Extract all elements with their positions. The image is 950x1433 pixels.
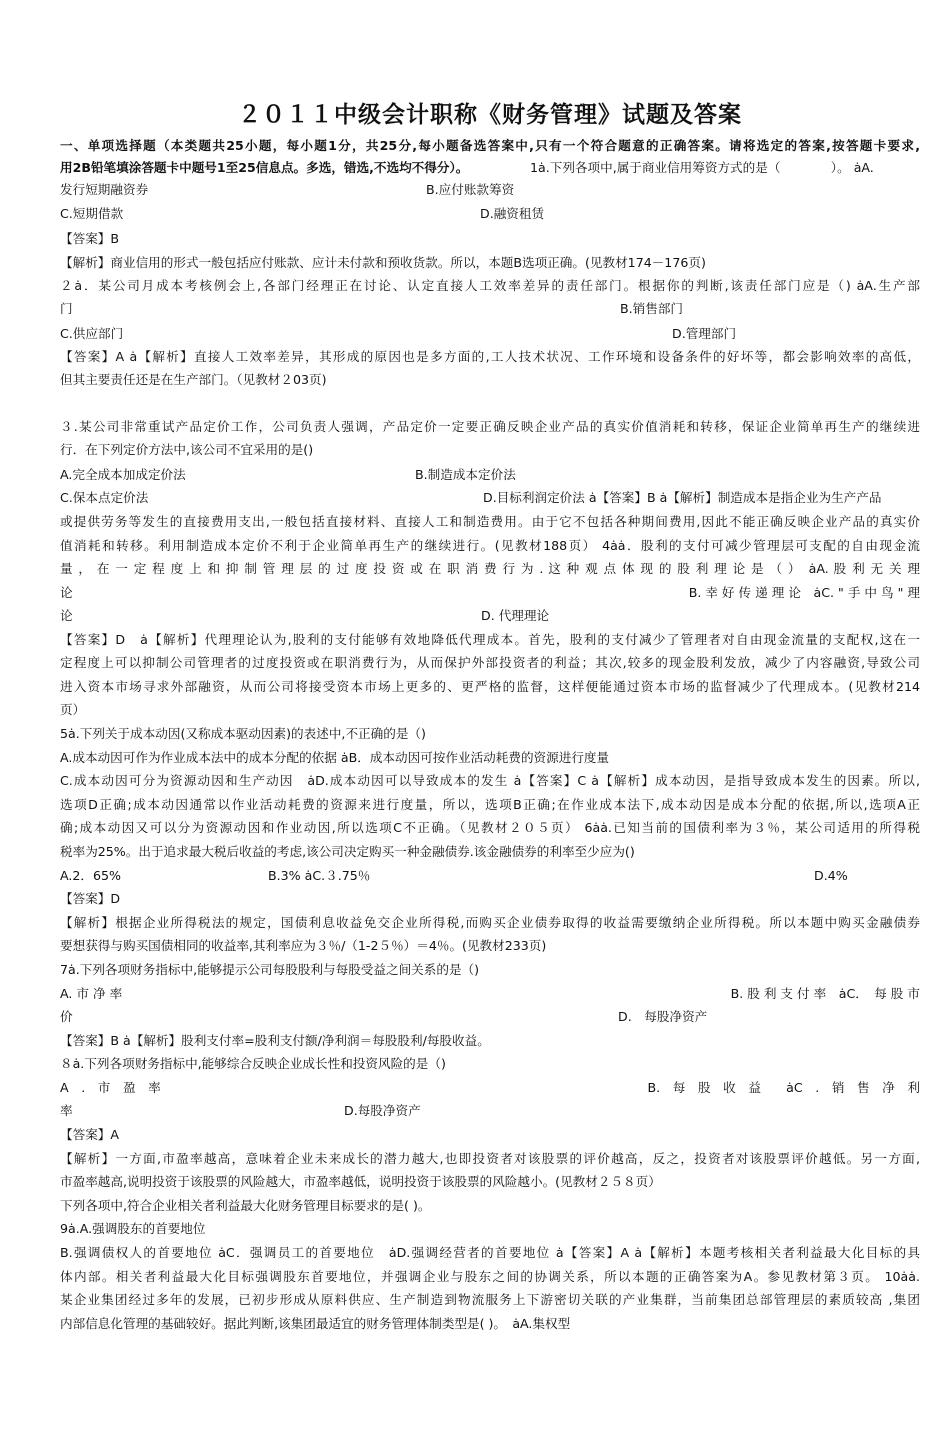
option-b-c: B. 幸 好 传 递 理 论 ȧC. " 手 中 鸟 " 理 (688, 585, 920, 600)
option-b: B.制造成本定价法 (415, 467, 516, 482)
question-9: 下列各项中,符合企业相关者利益最大化财务管理目标要求的是( )。 (60, 1198, 431, 1213)
explanation-end: 页） (60, 702, 86, 717)
question-4-cont: 量 ， 在 一 定 程 度 上 和 抑 制 管 理 层 的 过 度 投 资 或 在 职 消 费 行 为 . 这 种 观 点 体 现 的 股 利 理 论 是 （ ） ȧA. 股 利 无 关 理 (60, 561, 920, 576)
explanation-question-6: 确;成本动因又可以分为资源动因和作业动因,所以选项C不正确。（见教材２０５页） 6ȧȧ.已知当前的国债利率为３％，某公司适用的所得税 (60, 820, 920, 835)
question-6-cont: 税率为25%。出于追求最大税后收益的考虑,该公司决定购买一种金融债券.该金融债券的利率至少应为() (60, 844, 635, 859)
question-10: 某企业集团经过多年的发展，已初步形成从原料供应、生产制造到物流服务上下游密切关联的产业集群，当前集团总部管理层的素质较高 ,集团 (60, 1292, 920, 1307)
option-c-wrap: 论 (60, 608, 73, 623)
option-c-wrap: 率 (60, 1103, 73, 1118)
explanation-cont: 定程度上可以抑制公司管理者的过度投资或在职消费行为，从而保护外部投资者的利益；其次,较多的现金股利发放，减少了内容融资,导致公司 (60, 655, 920, 670)
option-a: A.2．65% (60, 868, 121, 883)
explanation-cont: 要想获得与购买国债相同的收益率,其利率应为３％/（1-2５％）＝4％。(见教材233页) (60, 938, 547, 953)
explanation-cont: 但其主要责任还是在生产部门。（见教材２03页) (60, 372, 327, 387)
option-b: B.应付账款筹资 (426, 182, 515, 197)
question-10-cont: 内部信息化管理的基础较好。据此判断,该集团最适宜的财务管理体制类型是( )。 ȧA.集权型 (60, 1316, 571, 1331)
option-a: A. 市 净 率 (60, 986, 123, 1001)
answer: 【答案】D (60, 891, 121, 906)
question-7: 7ȧ.下列各项财务指标中,能够提示公司每股股利与每股受益之间关系的是（) (60, 962, 480, 977)
explanation: 或提供劳务等发生的直接费用支出,一般包括直接材料、直接人工和制造费用。由于它不包括各种期间费用,因此不能正确反映企业产品的真实价 (60, 514, 920, 529)
option-c: C.保本点定价法 (60, 490, 149, 505)
answer: 【答案】A (60, 1127, 119, 1142)
option-d: D.每股净资产 (344, 1103, 421, 1118)
question-3: ３.某公司非常重试产品定价工作，公司负责人强调，产品定价一定要正确反映企业产品的真实价值消耗和转移，保证企业简单再生产的继续进 (60, 419, 920, 434)
option-b-c: B.3% ȧC.３.75％ (268, 868, 371, 883)
option-a: 发行短期融资券 (60, 182, 149, 197)
option-d: D. 每股净资产 (618, 1009, 708, 1024)
document-title: ２０１１中级会计职称《财务管理》试题及答案 (238, 102, 742, 128)
explanation-cont: 市盈率越高,说明投资于该股票的风险越大，市盈率越低，说明投资于该股票的风险越小。(见教材２５８页） (60, 1174, 661, 1189)
option-c-wrap: 价 (60, 1009, 73, 1024)
explanation: 选项D正确;成本动因通常以作业活动耗费的资源来进行度量，所以，选项B正确;在作业成本法下,成本动因是成本分配的依据,所以,选项A正 (60, 797, 920, 812)
question-2-cont: 门 (60, 301, 73, 316)
section-heading-cont: 用2B铅笔填涂答题卡中题号1至25信息点。多选，错选,不选均不得分）。 (60, 160, 469, 175)
explanation-cont: 进入资本市场寻求外部融资，从而公司将接受资本市场上更多的、更严格的监督，这样便能通过资本市场的监督减少了代理成本。(见教材214 (60, 679, 920, 694)
question-2: ２ȧ．某公司月成本考核例会上,各部门经理正在讨论、认定直接人工效率差异的责任部门。根据你的判断,该责任部门应是（) ȧA.生产部 (60, 278, 920, 293)
question-3-cont: 行．在下列定价方法中,该公司不宜采用的是() (60, 442, 314, 457)
option-d: D.4% (814, 868, 848, 883)
explanation: 【解析】商业信用的形式一般包括应付账款、应计未付款和预收货款。所以，本题B选项正确。(见教材174－176页) (60, 255, 706, 270)
option-d: D. 代理理论 (481, 608, 550, 623)
question-5: 5ȧ.下列关于成本动因(又称成本驱动因素)的表述中,不正确的是（) (60, 726, 426, 741)
option-b-c: B. 每 股 收 益 ȧC . 销 售 净 利 (647, 1080, 920, 1095)
answer-explanation: 【答案】A ȧ【解析】直接人工效率差异，其形成的原因也是多方面的,工人技术状况、工作环境和设备条件的好坏等，都会影响效率的高低， (60, 349, 920, 364)
answer-explanation: 【答案】B ȧ【解析】股利支付率=股利支付额/净利润＝每股股利/每股收益。 (60, 1033, 490, 1048)
explanation: 【解析】根据企业所得税法的规定，国债利息收益免交企业所得税,而购买企业债券取得的收益需要缴纳企业所得税。所以本题中购买金融债券 (60, 915, 920, 930)
section-heading: 一、单项选择题（本类题共25小题，每小题1分，共25分,每小题备选答案中,只有一个符合题意的正确答案。请将选定的答案,按答题卡要求, (60, 138, 920, 153)
options-c-d-answer: C.成本动因可分为资源动因和生产动因 ȧD.成本动因可以导致成本的发生 ȧ【答案】C ȧ【解析】成本动因，是指导致成本发生的因素。所以, (60, 773, 920, 788)
option-b: B.销售部门 (620, 301, 684, 316)
option-d: D.融资租赁 (480, 206, 545, 221)
option-c: C.供应部门 (60, 326, 124, 341)
options-answer: B.强调债权人的首要地位 ȧC．强调员工的首要地位 ȧD.强调经营者的首要地位 ȧ【答案】A ȧ【解析】本题考核相关者利益最大化目标的具 (60, 1245, 920, 1260)
question-8: ８ȧ.下列各项财务指标中,能够综合反映企业成长性和投资风险的是（) (60, 1056, 446, 1071)
options-a-b: A.成本动因可作为作业成本法中的成本分配的依据 ȧB．成本动因可按作业活动耗费的资源进行度量 (60, 750, 610, 765)
option-c: C.短期借款 (60, 206, 124, 221)
explanation: 【解析】一方面,市盈率越高，意味着企业未来成长的潜力越大,也即投资者对该股票的评价越高，反之，投资者对该股票评价越低。另一方面, (60, 1151, 920, 1166)
option-a: 9ȧ.A.强调股东的首要地位 (60, 1221, 206, 1236)
option-b-c: B. 股 利 支 付 率 ȧC． 每 股 市 (730, 986, 920, 1001)
answer: 【答案】B (60, 231, 120, 246)
option-d-answer: D.目标利润定价法 ȧ【答案】B ȧ【解析】制造成本是指企业为生产产品 (483, 490, 882, 505)
explanation-question-4: 值消耗和转移。利用制造成本定价不利于企业简单再生产的继续进行。(见教材188页） 4ȧȧ．股利的支付可减少管理层可支配的自由现金流 (60, 538, 920, 553)
option-d: D.管理部门 (672, 326, 737, 341)
answer-explanation: 【答案】D ȧ【解析】代理理论认为,股利的支付能够有效地降低代理成本。首先，股利的支付减少了管理者对自由现金流量的支配权,这在一 (60, 632, 920, 647)
question-1: 1ȧ.下列各项中,属于商业信用筹资方式的是（ ）。 ȧA. (530, 160, 874, 175)
explanation-question-10: 体内部。相关者利益最大化目标强调股东首要地位，并强调企业与股东之间的协调关系，所以本题的正确答案为A。参见教材第３页。 10ȧȧ. (60, 1269, 920, 1284)
option-a: A . 市 盈 率 (60, 1080, 161, 1095)
question-4-wrap: 论 (60, 585, 73, 600)
option-a: A.完全成本加成定价法 (60, 467, 186, 482)
